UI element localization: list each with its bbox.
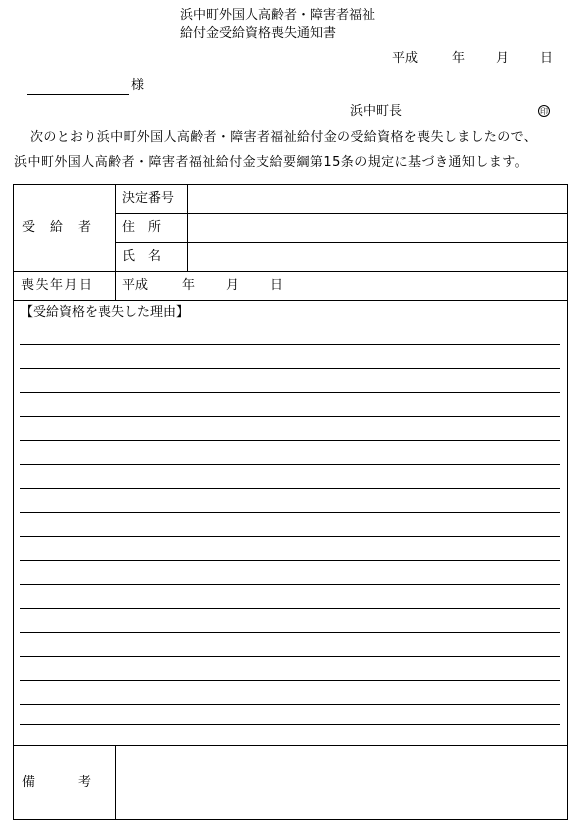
reason-ruled-line (20, 464, 560, 465)
remarks-label: 備 考 (22, 775, 93, 790)
reason-ruled-line (20, 536, 560, 537)
row-divider-address-name (115, 242, 568, 243)
document-title-line-2: 給付金受給資格喪失通知書 (180, 26, 337, 41)
decision-number-label: 決定番号 (122, 191, 175, 206)
loss-date-era: 平成 (122, 278, 149, 293)
column-divider-sublabel (187, 185, 188, 271)
row-divider-decision-address (115, 213, 568, 214)
reason-ruled-line (20, 488, 560, 489)
document-title-line-1: 浜中町外国人高齢者・障害者福祉 (180, 8, 376, 23)
reason-ruled-line (20, 724, 560, 725)
row-divider-reason-remarks (14, 745, 567, 746)
reason-ruled-line (20, 632, 560, 633)
issue-date-day: 日 (540, 51, 554, 66)
reason-ruled-line (20, 704, 560, 705)
seal-mark-icon: 印 (540, 107, 548, 116)
row-divider-recipient-lossdate (14, 271, 567, 272)
issue-date-month: 月 (496, 51, 510, 66)
column-divider-remarks (115, 745, 116, 819)
reason-ruled-line (20, 656, 560, 657)
recipient-label: 受 給 者 (22, 220, 93, 235)
reason-ruled-line (20, 512, 560, 513)
notice-body-line-2: 浜中町外国人高齢者・障害者福祉給付金支給要綱第15条の規定に基づき通知します。 (14, 155, 529, 170)
reason-ruled-line (20, 416, 560, 417)
reason-ruled-line (20, 368, 560, 369)
reason-ruled-line (20, 344, 560, 345)
row-divider-lossdate-reason (14, 300, 567, 301)
issuer-name: 浜中町長 (350, 104, 403, 119)
addressee-name-line (27, 94, 129, 95)
column-divider-label (115, 185, 116, 300)
reason-ruled-line (20, 560, 560, 561)
notice-body-line-1: 次のとおり浜中町外国人高齢者・障害者福祉給付金の受給資格を喪失しましたので、 (30, 130, 538, 145)
loss-date-day: 日 (270, 278, 284, 293)
loss-date-year: 年 (182, 278, 196, 293)
reason-ruled-line (20, 608, 560, 609)
address-label: 住 所 (122, 220, 162, 235)
reason-ruled-line (20, 680, 560, 681)
reason-ruled-line (20, 440, 560, 441)
reason-ruled-line (20, 584, 560, 585)
name-label: 氏 名 (122, 249, 162, 264)
loss-date-month: 月 (226, 278, 240, 293)
issue-date-year: 年 (452, 51, 466, 66)
reason-label: 【受給資格を喪失した理由】 (20, 305, 190, 320)
issue-date-era: 平成 (392, 51, 419, 66)
addressee-honorific: 様 (131, 78, 145, 93)
reason-ruled-line (20, 392, 560, 393)
loss-date-label: 喪失年月日 (21, 278, 94, 293)
